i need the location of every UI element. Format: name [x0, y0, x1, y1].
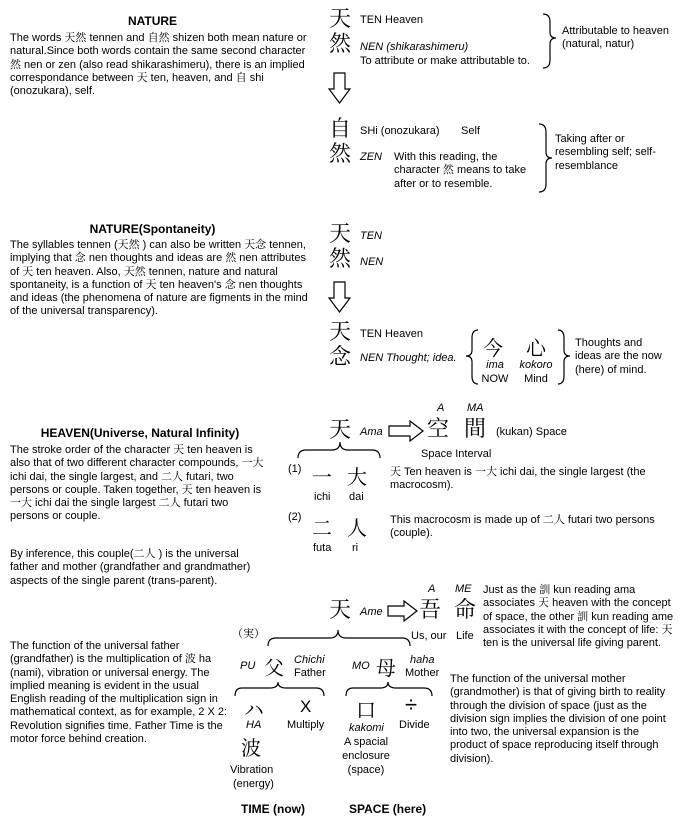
divide-sign: ÷	[405, 692, 418, 717]
nature-body: The words 天然 tennen and 自然 shizen both mean nature or natural.Since both words contain the same second character 然 nen or zen (also read shikarashimeru), there is an implied correspondance between 天 ten, heaven, and 自 shi (onozukara), self.	[10, 32, 307, 98]
kanji-ten-ame: 天	[329, 598, 352, 623]
kanji-nen-2: 然	[329, 247, 352, 272]
zen-reading: ZEN	[360, 151, 382, 163]
nen-definition: To attribute or make attributable to.	[360, 55, 530, 67]
enclosure-line-1: A spacial	[343, 736, 389, 748]
kanji-chichi: 父	[264, 656, 284, 680]
kanji-mei: 命	[454, 598, 477, 623]
shi-reading: SHi (onozukara)	[360, 125, 440, 137]
kanji-dai: 大	[347, 465, 367, 489]
zen-definition: With this reading, the character 然 means to take after or to resemble.	[394, 151, 527, 190]
kanji-ten: 天	[329, 7, 352, 32]
ama-reading: Ama	[360, 426, 383, 438]
heaven-heading: HEAVEN(Universe, Natural Infinity)	[40, 426, 240, 440]
kanji-nen: 然	[329, 32, 352, 57]
resemblance-note: Taking after or resembling self; self-resemblance	[555, 133, 656, 172]
a-reading-2: A	[428, 583, 436, 595]
kanji-ku: 空	[427, 417, 450, 442]
kukan-label: (kukan) Space	[496, 426, 567, 438]
nen-label-2: NEN	[360, 256, 384, 268]
right-brace	[558, 330, 570, 384]
kanji-ima: 今	[483, 336, 503, 360]
right-arrow	[389, 421, 423, 441]
father-label: Father	[294, 667, 326, 679]
kanji-ten-2: 天	[329, 222, 352, 247]
down-arrow	[329, 282, 350, 312]
space-label: SPACE (here)	[349, 802, 427, 816]
kanji-nami: 波	[241, 736, 261, 760]
futa-reading: futa	[313, 542, 332, 554]
left-brace	[466, 330, 478, 384]
nen-reading: NEN (shikarashimeru)	[360, 41, 469, 53]
kanji-kakomi: 口	[356, 698, 376, 722]
ma-reading: MA	[467, 402, 484, 414]
heaven-body-2: By inference, this couple(二人 ) is the universal father and mother (grandfather and grandmather) aspects of the single parent (trans-parent).	[10, 548, 251, 587]
father-body: The function of the universal father (grandfather) is the multiplication of 波 ha (nami), vibration or universal energy. The implied meaning is evident in the usual English reading of the multiplication sign in mathematical context, as for example, 2 X 2: Revolution signifies time. Father Time is the motor force behind creation.	[10, 640, 228, 746]
vibration-label: Vibration	[230, 764, 274, 776]
right-brace	[539, 124, 552, 192]
item-2-number: (2)	[288, 511, 302, 523]
item-2-text: This macrocosm is made up of 二人 futari two persons (couple).	[390, 514, 655, 540]
over-brace	[268, 630, 410, 646]
enclosure-line-3: (space)	[347, 764, 385, 776]
shi-gloss: Self	[461, 125, 480, 137]
kun-note: Just as the 訓 kun reading ama associates 天 heaven with the concept of space, the other 訓 kun reading ame associates it with the concept of life: 天 ten is the universal life giving parent.	[483, 584, 674, 650]
kanji-nin: 人	[347, 516, 367, 540]
ten-label-2: TEN	[360, 230, 382, 242]
kanji-ni: 二	[312, 516, 332, 540]
me-reading: ME	[455, 583, 472, 595]
right-brace	[543, 14, 556, 68]
mother-body: The function of the universal mother (grandmother) is that of giving birth to reality through the division of space (just as the division sign implies the division of one point into two, the universal expansion is the product of space reproducing itself through division).	[450, 673, 666, 765]
attributable-note: Attributable to heaven (natural, natur)	[562, 25, 670, 51]
kanji-ji: 自	[329, 117, 352, 142]
spontaneity-body: The syllables tennen (天然 ) can also be written 天念 tennen, implying that 念 nen thoughts and ideas are 然 nen attributes of 天 ten heaven. Also, 天然 tennen, nature and natural spontaneity, is a function of 天 ten heaven's 念 nen thoughts and ideas (the phenomena of nature are figments in the mind of the universal transparency).	[10, 239, 308, 318]
kanji-kokoro: 心	[526, 336, 546, 360]
ame-reading: Ame	[360, 606, 383, 618]
kanji-ten-3: 天	[329, 320, 352, 345]
nature-heading: NATURE	[127, 14, 178, 28]
under-brace	[235, 682, 324, 696]
mo-reading: MO	[352, 660, 370, 672]
under-brace	[298, 442, 380, 458]
a-reading: A	[437, 402, 445, 414]
multiply-label: Multiply	[287, 719, 325, 731]
time-label: TIME (now)	[241, 802, 305, 816]
under-brace	[346, 682, 432, 696]
kanji-ichi: 一	[312, 465, 332, 489]
kokoro-reading: kokoro	[519, 359, 553, 371]
kanji-nen-thought: 念	[329, 345, 352, 370]
dai-reading: dai	[349, 491, 364, 503]
ima-meaning: NOW	[481, 373, 509, 385]
chichi-reading: Chichi	[294, 654, 325, 666]
item-1-number: (1)	[288, 463, 302, 475]
pu-reading: PU	[240, 660, 256, 672]
right-arrow	[388, 601, 417, 621]
item-1-text: 天 Ten heaven is 一大 ichi dai, the single largest (the macrocosm).	[390, 466, 646, 492]
heaven-body-1: The stroke order of the character 天 ten heaven is also that of two different character compounds, 一大 ichi dai, the single largest, and 二人 futari, two persons or couple. Taken together, 天 ten heaven is 一大 ichi dai the single largest 二人 futari two persons or couple.	[10, 444, 264, 523]
kanji-ten-ama: 天	[329, 418, 352, 443]
enclosure-line-2: enclosure	[342, 750, 390, 762]
ichi-reading: ichi	[314, 491, 331, 503]
spontaneity-heading: NATURE(Spontaneity)	[89, 222, 216, 236]
haha-reading: haha	[410, 654, 435, 666]
ten-heaven-label: TEN Heaven	[360, 328, 423, 340]
us-label: Us, our	[411, 630, 447, 642]
kakomi-reading: kakomi	[349, 722, 384, 734]
kokoro-meaning: Mind	[524, 373, 548, 385]
ha-reading: HA	[246, 719, 262, 731]
kanji-haha: 母	[376, 656, 396, 680]
kanji-ha: ハ	[244, 698, 264, 722]
kanji-kan: 間	[464, 417, 487, 442]
mother-label: Mother	[405, 667, 440, 679]
multiply-sign: X	[300, 697, 312, 716]
jitsu-label: （実）	[232, 628, 265, 640]
space-interval-label: Space Interval	[421, 448, 492, 460]
ten-reading: TEN Heaven	[360, 14, 423, 26]
ri-reading: ri	[352, 542, 359, 554]
life-label: Life	[456, 630, 474, 642]
thoughts-note: Thoughts and ideas are the now (here) of mind.	[575, 337, 662, 376]
down-arrow	[329, 73, 350, 103]
divide-label: Divide	[399, 719, 430, 731]
kanji-zen: 然	[329, 142, 352, 167]
energy-label: (energy)	[233, 778, 274, 790]
kanji-go: 吾	[419, 598, 442, 623]
nen-thought-label: NEN Thought; idea.	[360, 352, 457, 364]
ima-reading: ima	[486, 359, 504, 371]
